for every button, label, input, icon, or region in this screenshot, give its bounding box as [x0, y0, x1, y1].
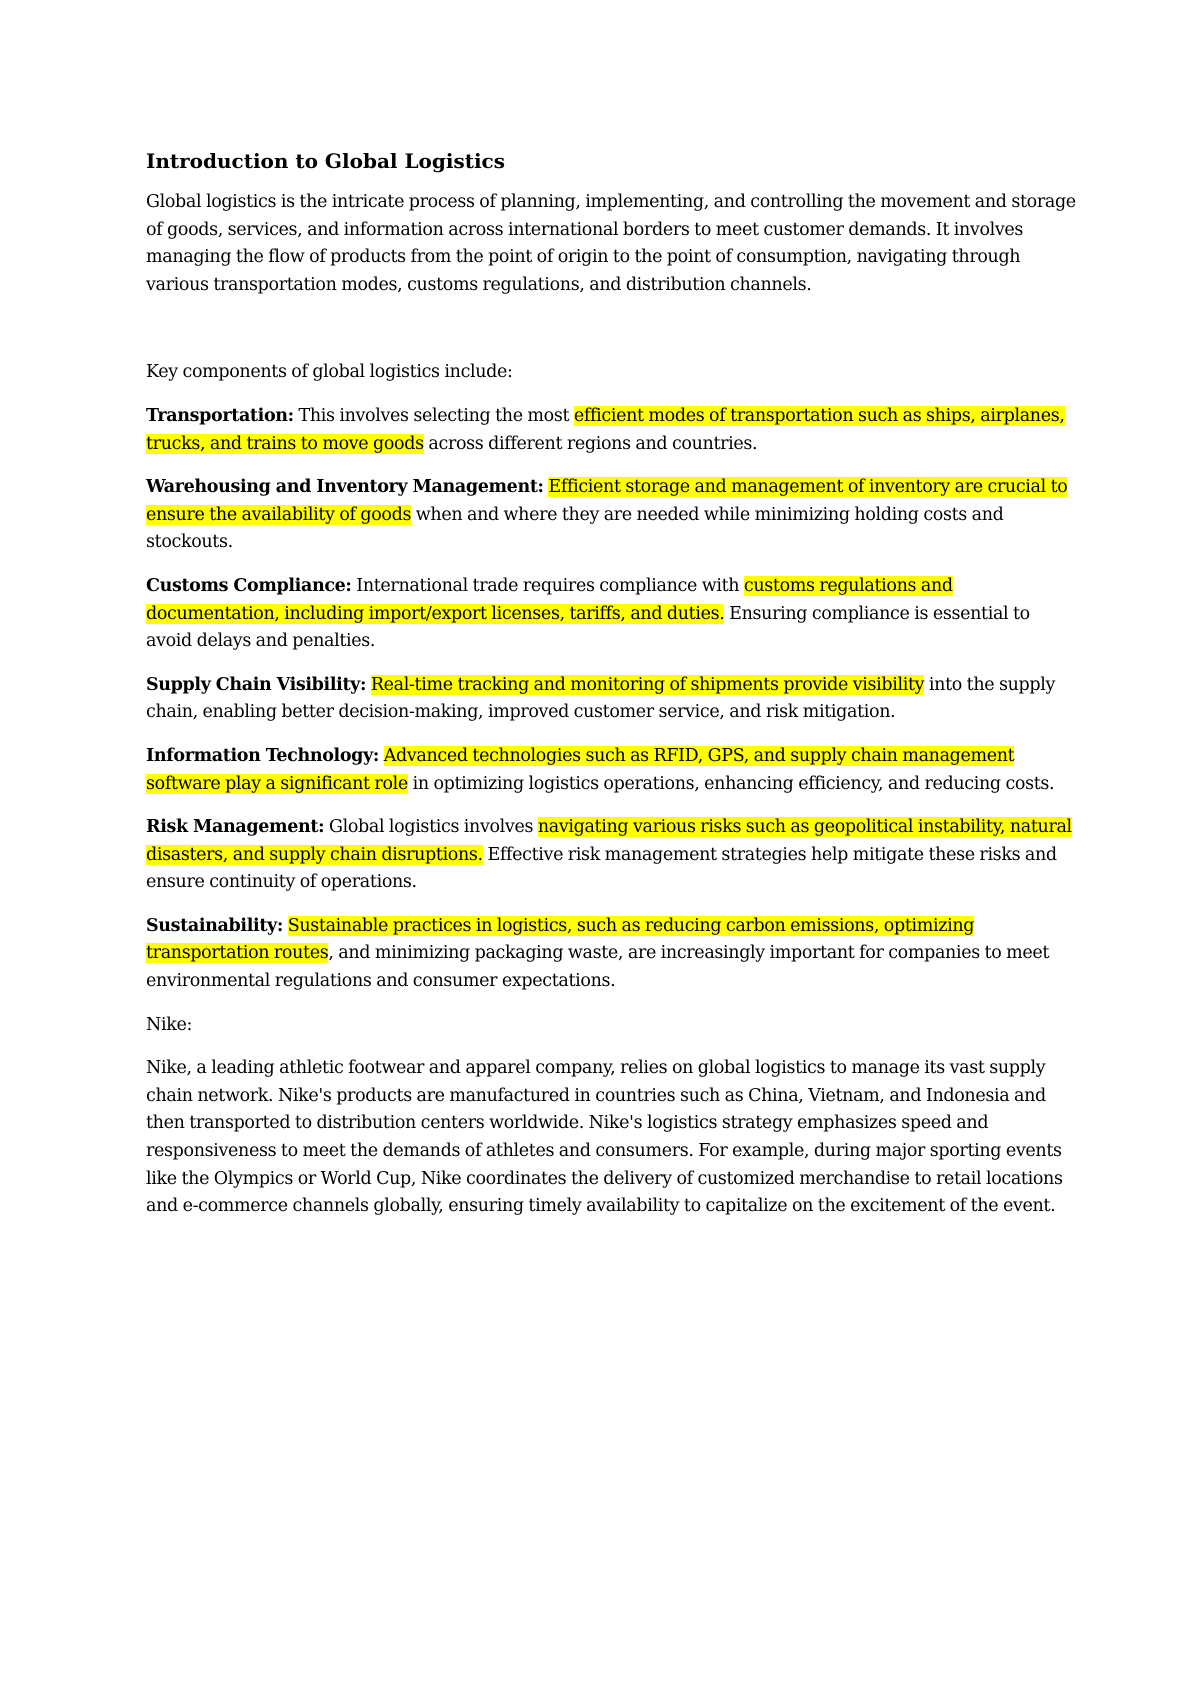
- component-label: Customs Compliance:: [146, 575, 352, 596]
- component-text-after: Effective risk management strategies help mitigate these risks and ensure continuity of operations.: [146, 844, 1057, 893]
- component-text-after: Ensuring compliance is essential to avoid delays and penalties.: [146, 603, 1030, 652]
- component-text-before: [283, 916, 288, 936]
- component-paragraph-it: [146, 743, 1076, 798]
- component-label: Sustainability:: [146, 915, 283, 936]
- component-text-before: International trade requires compliance with: [351, 575, 744, 596]
- component-label: Risk Management:: [146, 817, 325, 838]
- highlighted-text: customs regulations and documentation, including import/export licenses, tariffs, and duties.: [146, 575, 953, 624]
- component-paragraph-visibility: [146, 672, 1076, 727]
- component-label: Supply Chain Visibility:: [146, 674, 367, 695]
- component-label: Warehousing and Inventory Management:: [146, 477, 544, 498]
- component-paragraph-sustainability: [146, 913, 1076, 996]
- component-paragraph-transportation: [146, 403, 1076, 458]
- nike-heading: Nike:: [146, 1014, 193, 1035]
- component-text-after: into the supply chain, enabling better decision-making, improved customer service, and risk mitigation.: [146, 674, 1056, 723]
- highlighted-text: Sustainable practices in logistics, such as reducing carbon emissions, optimizing transportation routes: [146, 915, 975, 964]
- component-paragraph-warehousing: [146, 474, 1076, 557]
- blank-line: [146, 315, 1076, 359]
- intro-paragraph: Global logistics is the intricate process of planning, implementing, and controlling the movement and storage of goods, services, and information across international borders to meet customer demands. It involves managing the flow of products from the point of origin to the point of consumption, navigating through various transportation modes, customs regulations, and distribution channels.: [146, 192, 1076, 295]
- highlighted-text: Real-time tracking and monitoring of shipments provide visibility: [370, 674, 925, 695]
- highlighted-text: efficient modes of transportation such as ships, airplanes, trucks, and trains to move goods: [146, 405, 1065, 454]
- component-text-after: in optimizing logistics operations, enhancing efficiency, and reducing costs.: [407, 773, 1055, 794]
- component-label: Information Technology:: [146, 745, 379, 766]
- highlighted-text: Advanced technologies such as RFID, GPS, and supply chain management software play a significant role: [146, 745, 1015, 794]
- nike-paragraph: Nike, a leading athletic footwear and apparel company, relies on global logistics to manage its vast supply chain network. Nike's products are manufactured in countries such as China, Vietnam, and Indonesia and then transported to distribution centers worldwide. Nike's logistics strategy emphasizes speed and responsiveness to meet the demands of athletes and consumers. For example, during major sporting events like the Olympics or World Cup, Nike coordinates the delivery of customized merchandise to retail locations and e-commerce channels globally, ensuring timely availability to capitalize on the excitement of the event.: [146, 1058, 1063, 1217]
- component-paragraph-risk: [146, 814, 1076, 897]
- component-text-after: , and minimizing packaging waste, are increasingly important for companies to meet environmental regulations and consumer expectations.: [146, 943, 1050, 992]
- component-label: Transportation:: [146, 405, 294, 426]
- document-page: [146, 146, 1076, 1237]
- component-text-before: This involves selecting the most: [293, 405, 574, 426]
- component-text-before: Global logistics involves: [324, 817, 538, 838]
- document-title: Introduction to Global Logistics: [146, 149, 505, 173]
- highlighted-text: navigating various risks such as geopolitical instability, natural disasters, and supply chain disruptions.: [146, 817, 1072, 865]
- highlighted-text: Efficient storage and management of inventory are crucial to ensure the availability of goods: [146, 477, 1068, 525]
- component-text-after: across different regions and countries.: [423, 433, 758, 454]
- component-text-after: when and where they are needed while minimizing holding costs and stockouts.: [146, 504, 1004, 553]
- components-intro: Key components of global logistics include:: [146, 362, 513, 383]
- component-text-before: [379, 746, 384, 766]
- components-list: [146, 403, 1076, 996]
- component-paragraph-customs: [146, 573, 1076, 656]
